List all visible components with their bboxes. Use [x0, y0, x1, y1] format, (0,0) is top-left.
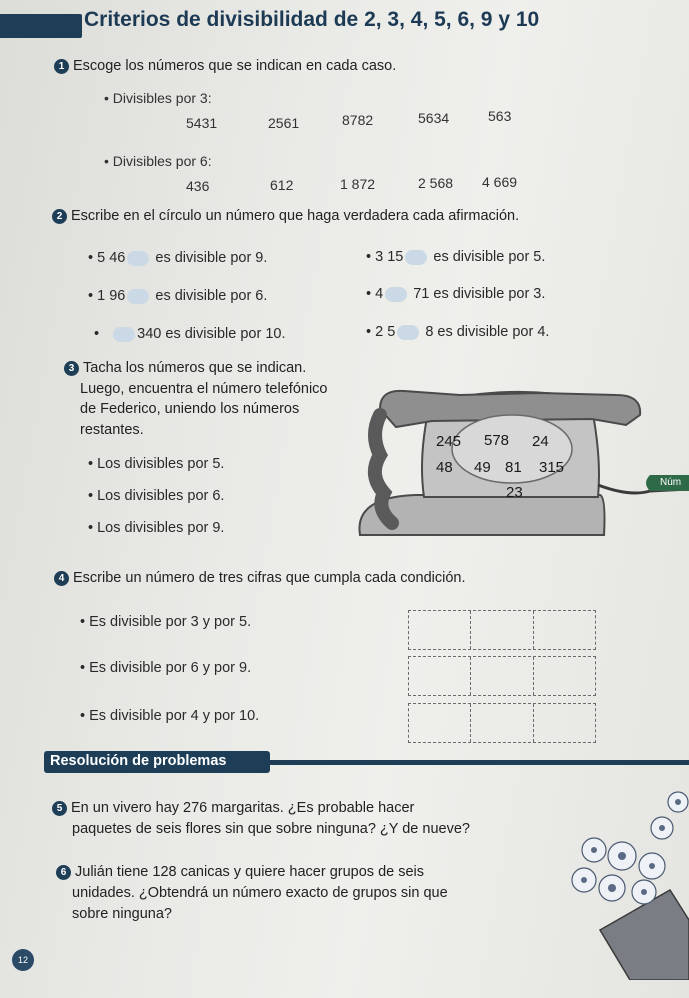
- flower-bouquet-illustration: [560, 780, 689, 980]
- bullet-1-text: Los divisibles por 5.: [97, 456, 225, 472]
- digit-grid-1[interactable]: [408, 610, 596, 650]
- divisible-by-3-label: • Divisibles por 3:: [104, 90, 212, 106]
- condition-2: • Es divisible por 6 y por 9.: [80, 660, 252, 676]
- statement-5: • 340 es divisible por 10.: [94, 326, 286, 342]
- statement-6: • 2 5 8 es divisible por 4.: [366, 324, 550, 340]
- exercise-5-line-1: [52, 798, 572, 818]
- exercise-2-number: 2: [52, 209, 67, 224]
- statement-2-prefix: 3 15: [375, 249, 404, 265]
- answer-circle[interactable]: [127, 251, 149, 266]
- statement-4: • 4 71 es divisible por 3.: [366, 286, 546, 302]
- phone-number[interactable]: 49: [474, 459, 491, 476]
- statement-3: • 1 96 es divisible por 6.: [88, 288, 268, 304]
- exercise-1-number: 1: [54, 59, 69, 74]
- page-title: Criterios de divisibilidad de 2, 3, 4, 5, 6, 9 y 10: [84, 8, 540, 31]
- div6-option[interactable]: 436: [186, 178, 210, 194]
- answer-circle[interactable]: [397, 325, 419, 340]
- exercise-6-line-1: [56, 862, 576, 882]
- phone-number[interactable]: 24: [532, 433, 549, 450]
- statement-5-suffix: 340 es divisible por 10.: [137, 326, 286, 342]
- digit-cell[interactable]: [534, 657, 595, 695]
- answer-circle[interactable]: [385, 287, 407, 302]
- answer-circle[interactable]: [127, 289, 149, 304]
- condition-3-text: Es divisible por 4 y por 10.: [89, 708, 260, 724]
- phone-number[interactable]: 315: [539, 459, 565, 476]
- exercise-5-line-2: paquetes de seis flores sin que sobre ninguna? ¿Y de nueve?: [72, 821, 470, 837]
- section-header-title: Resolución de problemas: [50, 753, 227, 769]
- div6-option[interactable]: 4 669: [482, 174, 518, 190]
- div3-option[interactable]: 563: [488, 108, 512, 124]
- digit-grid-3[interactable]: [408, 703, 596, 743]
- exercise-3-line-3: de Federico, uniendo los números: [80, 401, 300, 417]
- exercise-4-instruction: [54, 570, 466, 586]
- statement-6-suffix: 8 es divisible por 4.: [425, 324, 550, 340]
- digit-cell[interactable]: [409, 611, 471, 649]
- phone-number[interactable]: 23: [506, 484, 523, 501]
- page-number: 12: [12, 949, 34, 971]
- exercise-4-number: 4: [54, 571, 69, 586]
- bullet-3-text: Los divisibles por 9.: [97, 520, 225, 536]
- exercise-6-text-1: Julián tiene 128 canicas y quiere hacer grupos de seis: [75, 864, 425, 880]
- statement-2: • 3 15 es divisible por 5.: [366, 249, 546, 265]
- digit-cell[interactable]: [534, 611, 595, 649]
- exercise-6-number: 6: [56, 865, 71, 880]
- answer-circle[interactable]: [405, 250, 427, 265]
- digit-cell[interactable]: [471, 657, 533, 695]
- div3-option[interactable]: 5431: [186, 115, 218, 131]
- statement-2-suffix: es divisible por 5.: [433, 249, 546, 265]
- condition-1-text: Es divisible por 3 y por 5.: [89, 614, 252, 630]
- exercise-3-bullet-3: • Los divisibles por 9.: [88, 520, 225, 536]
- exercise-5-number: 5: [52, 801, 67, 816]
- digit-cell[interactable]: [409, 657, 471, 695]
- div6-option[interactable]: 2 568: [418, 175, 454, 191]
- phone-number[interactable]: 245: [436, 433, 462, 450]
- exercise-2-text: Escribe en el círculo un número que haga verdadera cada afirmación.: [71, 208, 520, 224]
- statement-1: • 5 46 es divisible por 9.: [88, 250, 268, 266]
- statement-1-prefix: 5 46: [97, 250, 126, 266]
- exercise-3-line-4: restantes.: [80, 422, 144, 438]
- statement-6-prefix: 2 5: [375, 324, 396, 340]
- digit-cell[interactable]: [471, 704, 533, 742]
- condition-2-text: Es divisible por 6 y por 9.: [89, 660, 252, 676]
- div3-option[interactable]: 2561: [268, 115, 300, 131]
- statement-1-suffix: es divisible por 9.: [155, 250, 268, 266]
- statement-4-suffix: 71 es divisible por 3.: [413, 286, 546, 302]
- digit-cell[interactable]: [409, 704, 471, 742]
- exercise-4-text: Escribe un número de tres cifras que cumpla cada condición.: [73, 570, 466, 586]
- digit-cell[interactable]: [534, 704, 595, 742]
- title-decoration-bar: [0, 14, 82, 38]
- exercise-3-bullet-1: • Los divisibles por 5.: [88, 456, 225, 472]
- statement-3-prefix: 1 96: [97, 288, 126, 304]
- exercise-3-bullet-2: • Los divisibles por 6.: [88, 488, 225, 504]
- exercise-3-text-1: Tacha los números que se indican.: [83, 360, 307, 376]
- exercise-5-text-1: En un vivero hay 276 margaritas. ¿Es probable hacer: [71, 800, 415, 816]
- exercise-3-number: 3: [64, 361, 79, 376]
- div3-option[interactable]: 8782: [342, 112, 374, 128]
- div6-option[interactable]: 1 872: [340, 176, 376, 192]
- exercise-1-instruction: [54, 58, 396, 74]
- bullet-2-text: Los divisibles por 6.: [97, 488, 225, 504]
- digit-grid-2[interactable]: [408, 656, 596, 696]
- divisible-by-6-label: • Divisibles por 6:: [104, 153, 212, 169]
- exercise-3-line-1: [64, 360, 306, 376]
- exercise-3-line-2: Luego, encuentra el número telefónico: [80, 381, 328, 397]
- statement-4-prefix: 4: [375, 286, 384, 302]
- div3-option[interactable]: 5634: [418, 110, 450, 126]
- phone-number[interactable]: 578: [484, 432, 510, 449]
- statement-3-suffix: es divisible por 6.: [155, 288, 268, 304]
- exercise-6-line-3: sobre ninguna?: [72, 906, 172, 922]
- divisible-by-3-text: Divisibles por 3:: [112, 90, 212, 106]
- phone-tag-label: Núm: [660, 477, 682, 488]
- phone-number[interactable]: 81: [505, 459, 522, 476]
- section-header-rule: [270, 760, 689, 765]
- divisible-by-6-text: Divisibles por 6:: [112, 153, 212, 169]
- exercise-1-text: Escoge los números que se indican en cada caso.: [73, 58, 397, 74]
- condition-3: • Es divisible por 4 y por 10.: [80, 708, 260, 724]
- answer-circle[interactable]: [113, 327, 135, 342]
- exercise-6-line-2: unidades. ¿Obtendrá un número exacto de grupos sin que: [72, 885, 448, 901]
- exercise-2-instruction: [52, 208, 519, 224]
- digit-cell[interactable]: [471, 611, 533, 649]
- phone-number[interactable]: 48: [436, 459, 453, 476]
- div6-option[interactable]: 612: [270, 177, 294, 193]
- condition-1: • Es divisible por 3 y por 5.: [80, 614, 252, 630]
